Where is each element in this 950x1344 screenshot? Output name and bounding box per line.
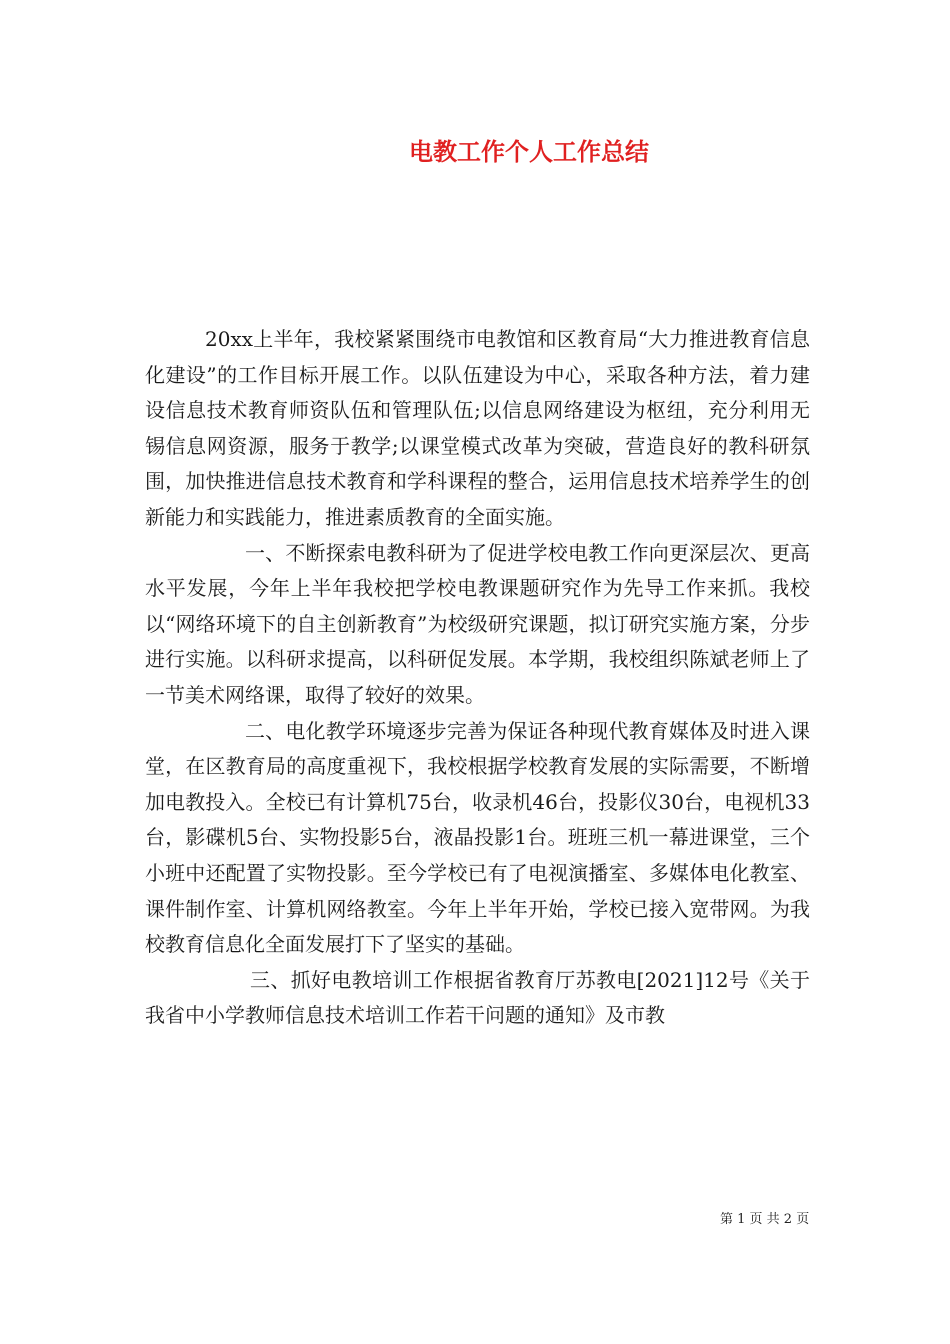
- page-title: 电教工作个人工作总结: [409, 138, 649, 166]
- paragraph-section-1: 一、不断探索电教科研为了促进学校电教工作向更深层次、更高水平发展，今年上半年我校把学校电教课题研究作为先导工作来抓。我校以“网络环境下的自主创新教育”为校级研究课题，拟订研究实施方案，分步进行实施。以科研求提高，以科研促发展。本学期，我校组织陈斌老师上了一节美术网络课，取得了较好的效果。: [145, 540, 810, 707]
- paragraph-section-2: 二、电化教学环境逐步完善为保证各种现代教育媒体及时进入课堂，在区教育局的高度重视下，我校根据学校教育发展的实际需要，不断增加电教投入。全校已有计算机75台，收录机46台，投影仪30台，电视机33台，影碟机5台、实物投影5台，液晶投影1台。班班三机一幕进课堂，三个小班中还配置了实物投影。至今学校已有了电视演播室、多媒体电化教室、课件制作室、计算机网络教室。今年上半年开始，学校已接入宽带网。为我校教育信息化全面发展打下了坚实的基础。: [145, 718, 810, 957]
- paragraph-intro: 20xx上半年，我校紧紧围绕市电教馆和区教育局“大力推进教育信息化建设”的工作目标开展工作。以队伍建设为中心，采取各种方法，着力建设信息技术教育师资队伍和管理队伍;以信息网络建设为枢纽，充分利用无锡信息网资源，服务于教学;以课堂模式改革为突破，营造良好的教科研氛围，加快推进信息技术教育和学科课程的整合，运用信息技术培养学生的创新能力和实践能力，推进素质教育的全面实施。: [145, 327, 810, 529]
- document-body: [145, 322, 810, 1034]
- page-number-footer: 第 1 页 共 2 页: [720, 1212, 810, 1227]
- paragraph-section-3: 三、抓好电教培训工作根据省教育厅苏教电[2021]12号《关于我省中小学教师信息技术培训工作若干问题的通知》及市教: [145, 967, 810, 1028]
